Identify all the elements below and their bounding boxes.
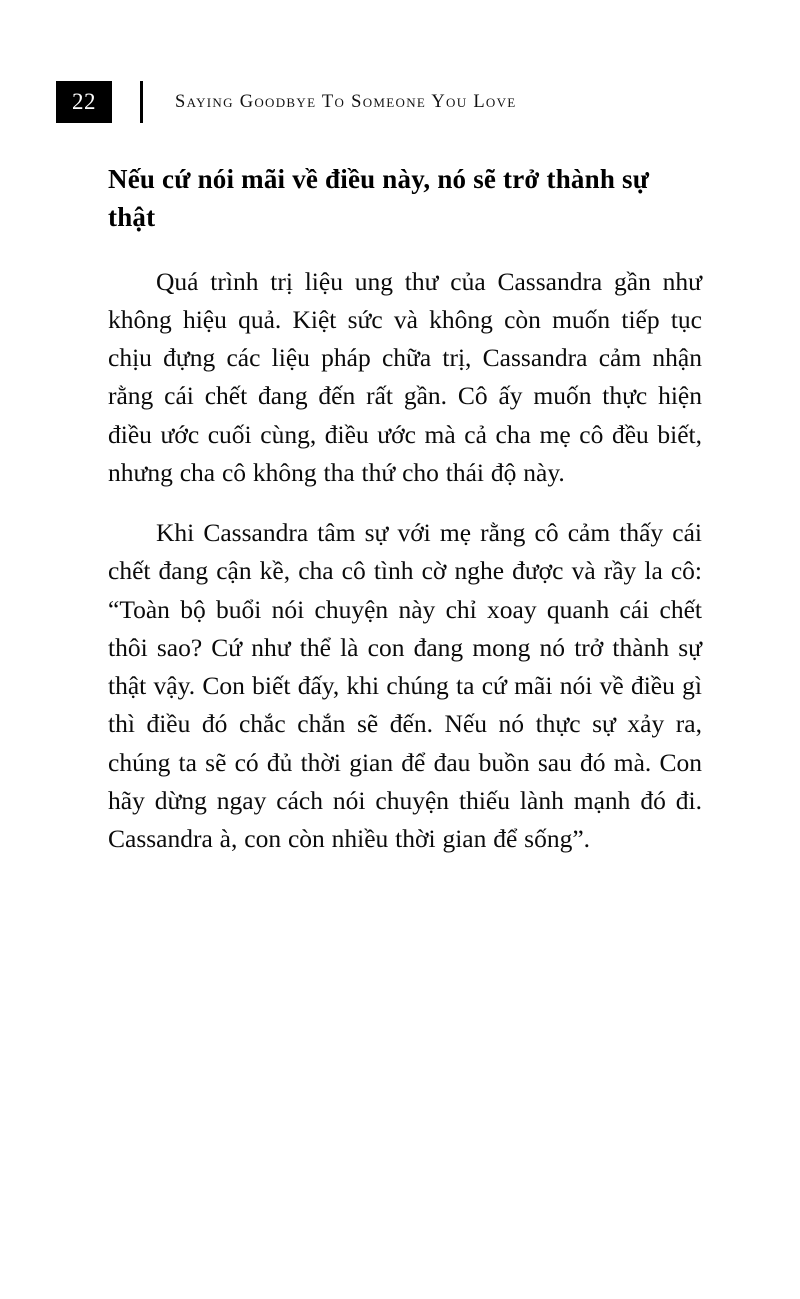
book-title: Saying Goodbye To Someone You Love <box>175 91 517 112</box>
body-paragraph: Khi Cassandra tâm sự với mẹ rằng cô cảm thấy cái chết đang cận kề, cha cô tình cờ nghe được và rầy la cô: “Toàn bộ buổi nói chuyện này chỉ xoay quanh cái chết thôi sao? Cứ như thể là con đang mong nó trở thành sự thật vậy. Con biết đấy, khi chúng ta cứ mãi nói về điều gì thì điều đó chắc chắn sẽ đến. Nếu nó thực sự xảy ra, chúng ta sẽ có đủ thời gian để đau buồn sau đó mà. Con hãy dừng ngay cách nói chuyện thiếu lành mạnh đó đi. Cassandra à, con còn nhiều thời gian để sống”. <box>108 518 702 854</box>
section-heading: Nếu cứ nói mãi về điều này, nó sẽ trở thành sự thật <box>108 164 650 233</box>
running-head <box>56 80 716 124</box>
page-content <box>108 160 702 858</box>
body-paragraph: Quá trình trị liệu ung thư của Cassandra gần như không hiệu quả. Kiệt sức và không còn muốn tiếp tục chịu đựng các liệu pháp chữa trị, Cassandra cảm nhận rằng cái chết đang đến rất gần. Cô ấy muốn thực hiện điều ước cuối cùng, điều ước mà cả cha mẹ cô đều biết, nhưng cha cô không tha thứ cho thái độ này. <box>108 266 702 487</box>
header-divider <box>140 81 143 123</box>
page-number: 22 <box>56 81 112 123</box>
